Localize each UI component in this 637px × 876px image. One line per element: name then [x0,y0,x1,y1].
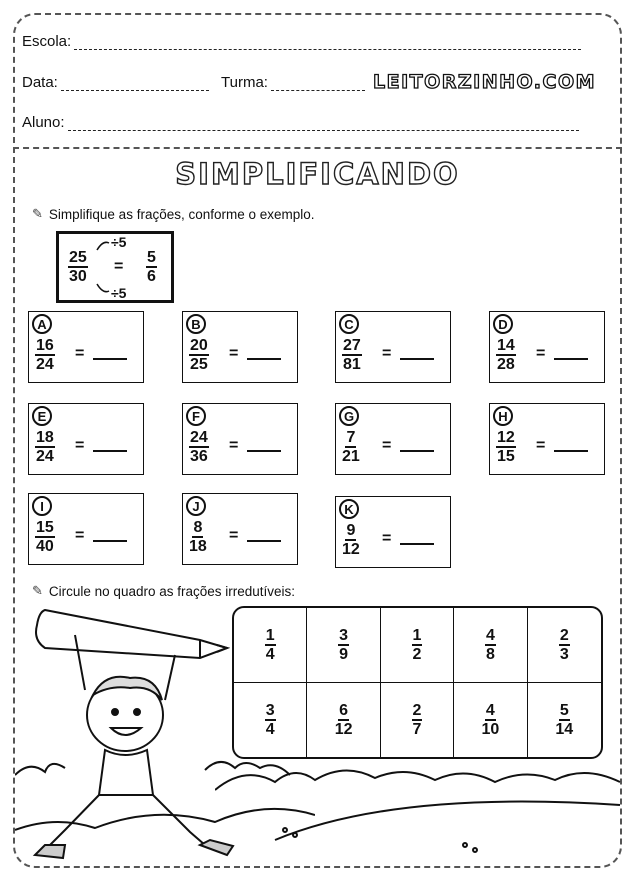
escola-label: Escola: [22,33,72,50]
cell-numerator: 5 [559,701,569,719]
instruction-text: Simplifique as frações, conforme o exemplo. [48,206,315,222]
exercise-letter: B [186,314,206,334]
data-line[interactable] [61,76,209,91]
cell-numerator: 4 [485,626,495,644]
exercise-numerator: 8 [193,519,203,536]
exercise-letter: D [493,314,513,334]
exercise-equals: = [382,345,392,362]
exercise-denominator: 24 [36,356,54,373]
fraction-cell[interactable] [381,683,454,758]
cell-denominator: 9 [339,645,349,663]
answer-blank[interactable] [93,540,127,542]
exercise-fraction [496,337,516,373]
cell-fraction [555,702,573,738]
exercise-denominator: 21 [342,448,360,465]
data-field[interactable] [22,74,209,91]
pencil-icon: ✎ [32,583,43,598]
aluno-line[interactable] [68,116,579,131]
cell-fraction [265,627,276,663]
cell-fraction [335,702,353,738]
cell-fraction [412,627,423,663]
exercise-letter: C [339,314,359,334]
exercise-equals: = [229,437,239,454]
exercise-denominator: 15 [497,448,515,465]
cell-numerator: 2 [559,626,569,644]
exercise-letter: H [493,406,513,426]
answer-blank[interactable] [93,450,127,452]
cell-fraction [481,702,499,738]
exercise-fraction [189,519,207,555]
exercise-fraction [35,429,55,465]
fraction-cell[interactable] [454,683,527,758]
fraction-cell[interactable] [454,608,527,683]
exercise-letter: I [32,496,52,516]
exercise-equals: = [382,530,392,547]
exercise-numerator: 18 [36,429,54,446]
exercise-letter: F [186,406,206,426]
example-equals: = [114,258,124,275]
exercise-numerator: 7 [346,429,356,446]
exercise-fraction [496,429,516,465]
exercise-letter: K [339,499,359,519]
cell-fraction [412,702,423,738]
exercise-fraction [342,429,360,465]
exercise-denominator: 81 [343,356,361,373]
exercise-fraction [35,337,55,373]
pencil-icon: ✎ [32,206,43,221]
exercise-box[interactable] [335,311,451,383]
answer-blank[interactable] [554,450,588,452]
exercise-denominator: 36 [190,448,208,465]
exercise-equals: = [75,437,85,454]
exercise-box[interactable] [335,496,451,568]
turma-label: Turma: [221,74,268,91]
answer-blank[interactable] [247,450,281,452]
cell-denominator: 10 [481,720,500,738]
exercise-numerator: 12 [497,429,515,446]
exercise-box[interactable] [182,493,298,565]
cell-denominator: 3 [559,645,569,663]
fraction-cell[interactable] [381,608,454,683]
answer-blank[interactable] [247,540,281,542]
exercise-numerator: 20 [190,337,208,354]
exercise-denominator: 40 [36,538,54,555]
example-result [146,249,157,285]
exercise-equals: = [229,527,239,544]
page-title: SIMPLIFICANDO [175,157,460,191]
exercise-fraction [342,522,360,558]
cell-numerator: 4 [485,701,495,719]
exercise-denominator: 12 [342,541,360,558]
exercise-numerator: 15 [36,519,54,536]
turma-line[interactable] [271,76,365,91]
example-denominator: 30 [69,268,87,285]
cell-denominator: 4 [265,720,275,738]
exercise-letter: J [186,496,206,516]
exercise-box[interactable] [182,311,298,383]
cell-denominator: 14 [555,720,574,738]
exercise-fraction [189,337,209,373]
example-result-numerator: 5 [147,249,156,266]
aluno-label: Aluno: [22,114,65,131]
exercise-box[interactable] [182,403,298,475]
exercise-numerator: 9 [346,522,356,539]
header-divider [13,147,622,149]
cell-numerator: 3 [265,701,275,719]
fraction-cell[interactable] [307,683,380,758]
exercise-equals: = [536,345,546,362]
cell-numerator: 3 [339,626,349,644]
answer-blank[interactable] [554,358,588,360]
cell-fraction [485,627,496,663]
turma-field[interactable] [221,74,365,91]
exercise-box[interactable] [28,311,144,383]
exercise-fraction [35,519,55,555]
cell-denominator: 8 [485,645,495,663]
exercise-fraction [342,337,362,373]
example-numerator: 25 [69,249,87,266]
answer-blank[interactable] [400,450,434,452]
aluno-field[interactable] [22,114,579,131]
cell-numerator: 6 [339,701,349,719]
instruction-simplify [32,206,315,222]
answer-blank[interactable] [93,358,127,360]
exercise-fraction [189,429,209,465]
escola-line[interactable] [74,35,581,50]
exercise-equals: = [536,437,546,454]
example-box [56,231,174,303]
exercise-box[interactable] [28,403,144,475]
data-label: Data: [22,74,58,91]
exercise-denominator: 28 [497,356,515,373]
fraction-cell[interactable] [528,683,601,758]
cell-fraction [265,702,276,738]
exercise-numerator: 16 [36,337,54,354]
instruction-text: Circule no quadro as frações irredutíveis: [48,583,296,599]
cell-numerator: 1 [412,626,422,644]
exercise-numerator: 27 [343,337,361,354]
cell-numerator: 2 [412,701,422,719]
fraction-cell[interactable] [528,608,601,683]
exercise-equals: = [75,345,85,362]
example-op-bottom: ÷5 [111,285,127,301]
answer-blank[interactable] [400,543,434,545]
cell-denominator: 7 [412,720,422,738]
exercise-denominator: 24 [36,448,54,465]
example-result-denominator: 6 [147,268,156,285]
fraction-cell[interactable] [234,683,307,758]
fraction-cell[interactable] [234,608,307,683]
exercise-box[interactable] [335,403,451,475]
example-op-top: ÷5 [111,234,127,250]
cell-numerator: 1 [265,626,275,644]
exercise-equals: = [382,437,392,454]
exercise-box[interactable] [28,493,144,565]
irreducible-fractions-table [232,606,603,759]
exercise-letter: G [339,406,359,426]
answer-blank[interactable] [400,358,434,360]
exercise-numerator: 24 [190,429,208,446]
cell-fraction [338,627,349,663]
answer-blank[interactable] [247,358,281,360]
exercise-numerator: 14 [497,337,515,354]
cell-fraction [559,627,570,663]
instruction-circle [32,583,295,599]
site-logo: LEITORZINHO.COM [373,71,597,93]
fraction-cell[interactable] [307,608,380,683]
example-fraction [68,249,88,285]
exercise-box[interactable] [489,311,605,383]
cell-denominator: 2 [412,645,422,663]
exercise-equals: = [229,345,239,362]
exercise-denominator: 25 [190,356,208,373]
exercise-letter: A [32,314,52,334]
cell-denominator: 4 [265,645,275,663]
exercise-denominator: 18 [189,538,207,555]
exercise-letter: E [32,406,52,426]
cell-denominator: 12 [334,720,353,738]
escola-field[interactable] [22,33,581,50]
exercise-equals: = [75,527,85,544]
exercise-box[interactable] [489,403,605,475]
hills-illustration [215,760,635,870]
